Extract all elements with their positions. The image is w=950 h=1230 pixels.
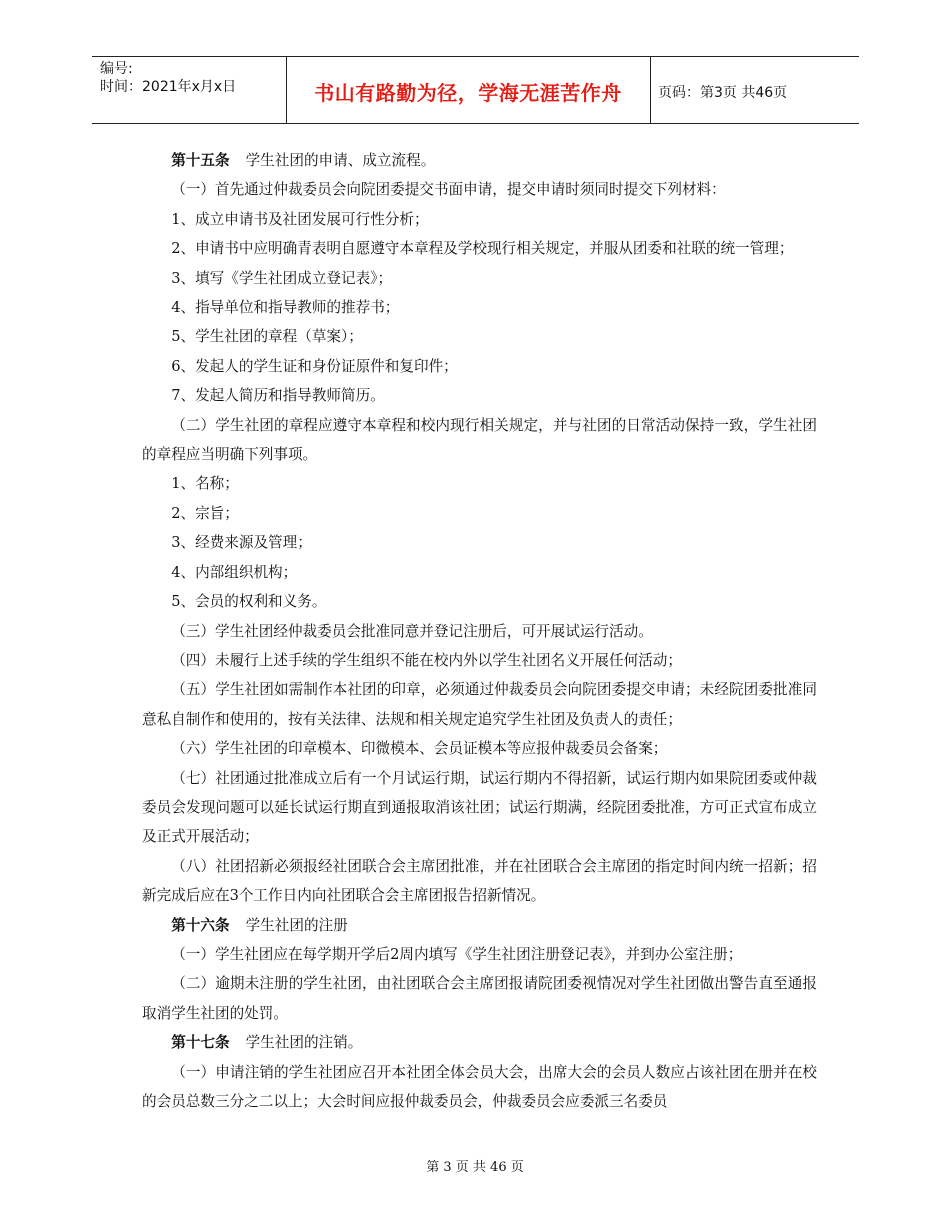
paragraph-text: 学生社团的注销。 [245,1034,363,1052]
article-heading-paragraph [142,146,817,175]
article-number: 第十五条 [171,152,230,169]
paragraph [142,617,817,646]
paragraph [142,764,817,852]
paragraph-text: （一）申请注销的学生社团应召开本社团全体会员大会，出席大会的会员人数应占该社团在册并在校的会员总数三分之二以上；大会时间应报仲裁委员会，仲裁委员会应委派三名委员 [142,1063,817,1110]
paragraph [142,205,817,234]
paragraph-text: 4、指导单位和指导教师的推荐书； [171,299,400,317]
header-motto: 书山有路勤为径，学海无涯苦作舟 [314,81,622,105]
paragraph-text: 3、经费来源及管理； [171,534,312,552]
paragraph [142,675,817,734]
paragraph [142,234,817,263]
article-number: 第十六条 [171,916,230,934]
paragraph [142,940,817,969]
header-page-info: 页码：第3页 共46页 [658,85,788,101]
article-number: 第十七条 [171,1034,230,1052]
paragraph [142,469,817,498]
paragraph-text: 1、成立申请书及社团发展可行性分析； [171,210,429,228]
paragraph-text: 5、会员的权利和义务。 [171,593,327,611]
article-heading-paragraph [142,1028,817,1057]
paragraph [142,352,817,381]
paragraph-text: 7、发起人简历和指导教师简历。 [171,387,385,405]
paragraph [142,852,817,911]
article-heading-paragraph [142,911,817,940]
paragraph-text: 2、申请书中应明确青表明自愿遵守本章程及学校现行相关规定，并服从团委和社联的统一管理； [171,240,794,258]
paragraph-text: （八）社团招新必须报经社团联合会主席团批准，并在社团联合会主席团的指定时间内统一招新；招新完成后应在3个工作日内向社团联合会主席团报告招新情况。 [142,857,817,905]
paragraph-text: 6、发起人的学生证和身份证原件和复印件； [171,357,458,375]
paragraph [142,264,817,293]
paragraph [142,293,817,322]
paragraph-text: （一）首先通过仲裁委员会向院团委提交书面申请，提交申请时须同时提交下列材料： [171,181,726,199]
paragraph [142,322,817,351]
paragraph-text: （二）逾期未注册的学生社团，由社团联合会主席团报请院团委视情况对学生社团做出警告直至通报取消学生社团的处罚。 [142,975,817,1022]
paragraph-text: 学生社团的注册 [245,916,348,934]
paragraph [142,528,817,557]
paragraph-text: 3、填写《学生社团成立登记表》； [171,269,393,287]
paragraph [142,411,817,470]
paragraph [142,734,817,763]
paragraph [142,558,817,587]
paragraph-text: （三）学生社团经仲裁委员会批准同意并登记注册后，可开展试运行活动。 [171,622,653,640]
time-label: 时间：2021年x月x日 [100,79,237,95]
paragraph-text: 1、名称； [171,475,239,493]
paragraph-text: （二）学生社团的章程应遵守本章程和校内现行相关规定，并与社团的日常活动保持一致，学生社团的章程应当明确下列事项。 [142,416,817,464]
paragraph-text: 2、宗旨； [171,504,239,522]
paragraph-text: 4、内部组织机构； [171,563,298,581]
document-body [142,146,817,1116]
paragraph-text: （五）学生社团如需制作本社团的印章，必须通过仲裁委员会向院团委提交申请；未经院团委批准同意私自制作和使用的，按有关法律、法规和相关规定追究学生社团及负责人的责任； [142,681,817,728]
paragraph [142,1058,817,1117]
paragraph [142,646,817,675]
paragraph [142,969,817,1028]
header-meta [100,60,286,96]
paragraph-text: 学生社团的申请、成立流程。 [245,152,436,169]
paragraph [142,175,817,204]
paragraph [142,587,817,616]
paragraph-text: （四）未履行上述手续的学生组织不能在校内外以学生社团名义开展任何活动； [171,651,682,669]
paragraph [142,499,817,528]
page-footer: 第 3 页 共 46 页 [426,1160,524,1175]
paragraph-text: （七）社团通过批准成立后有一个月试运行期，试运行期内不得招新，试运行期内如果院团委或仲裁委员会发现问题可以延长试运行期直到通报取消该社团；试运行期满，经院团委批准，方可正式宣布成立及正式开展活动； [142,769,817,846]
paragraph-text: （一）学生社团应在每学期开学后2周内填写《学生社团注册登记表》，并到办公室注册； [171,945,743,963]
paragraph-text: （六）学生社团的印章模本、印微模本、会员证模本等应报仲裁委员会备案； [171,740,668,758]
paragraph-text: 5、学生社团的章程（草案）； [171,328,363,346]
serial-label: 编号: [100,61,133,77]
page-header [92,56,859,124]
paragraph [142,381,817,410]
header-divider [650,57,651,123]
